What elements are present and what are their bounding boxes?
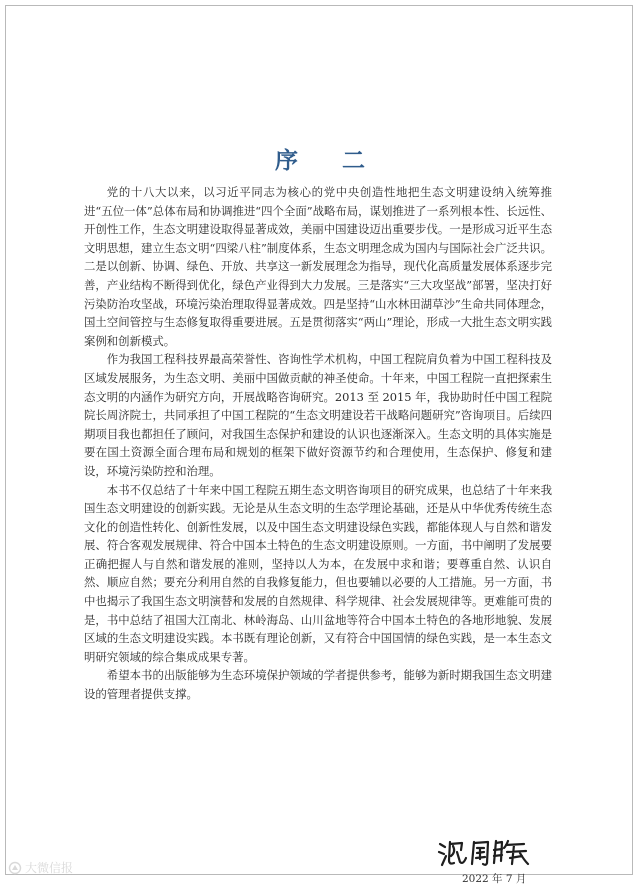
paragraph: 作为我国工程科技界最高荣誉性、咨询性学术机构，中国工程院肩负着为中国工程科技及区域发展服务，为生态文明、美丽中国做贡献的神圣使命。十年来，中国工程院一直把探索生态文明的内涵作为研究方向，开展战略咨询研究。2013 至 2015 年，我协助时任中国工程院院长周济院士，共同承担了中国工程院的“生态文明建设若干战略问题研究”咨询项目。后续四期项目我也都担任了顾问，对我国生态保护和建设的认识也逐渐深入。生态文明的具体实施是要在国土资源全面合理布局和规划的框架下做好资源节约和合理使用，生态保护、修复和建设，环境污染防控和治理。	[84, 352, 552, 478]
date: 2022 年 7 月	[462, 873, 527, 885]
paragraph: 希望本书的出版能够为生态环境保护领域的学者提供参考，能够为新时期我国生态文明建设的管理者提供支撑。	[84, 668, 552, 702]
page-title	[0, 142, 640, 175]
handwritten-signature	[436, 836, 532, 868]
paragraph: 本书不仅总结了十年来中国工程院五期生态文明咨询项目的研究成果，也总结了十年来我国生态文明建设的创新实践。无论是从生态文明的生态学理论基础，还是从中华优秀传统生态文化的创造性转化、创新性发展，以及中国生态文明建设绿色实践，都能体现人与自然和谐发展、符合客观发展规律、符合中国本土特色的生态文明建设原则。一方面，书中阐明了发展要正确把握人与自然和谐发展的准则，坚持以人为本，在发展中求和谐；要尊重自然、认识自然、顺应自然；要充分利用自然的自我修复能力，但也要辅以必要的人工措施。另一方面，书中也揭示了我国生态文明演替和发展的自然规律、科学规律、社会发展规律等。更难能可贵的是，书中总结了祖国大江南北、林岭海岛、山川盆地等符合中国本土特色的各地形地貌、发展区域的生态文明建设实践。本书既有理论创新，又有符合中国国情的绿色实践，是一本生态文明研究领域的综合集成成果专著。	[84, 482, 552, 664]
preface-body	[84, 183, 552, 704]
watermark-text: 大微信报	[25, 861, 74, 875]
title-char-left: 序	[275, 148, 298, 174]
watermark	[8, 859, 73, 876]
title-char-right: 二	[342, 148, 365, 174]
paragraph: 党的十八大以来，以习近平同志为核心的党中央创造性地把生态文明建设纳入统筹推进“五位一体”总体布局和协调推进“四个全面”战略布局，谋划推进了一系列根本性、长远性、开创性工作，生态文明建设取得显著成效，美丽中国建设迈出重要步伐。一是形成习近平生态文明思想，建立生态文明“四梁八柱”制度体系，生态文明理念成为国内与国际社会广泛共识。二是以创新、协调、绿色、开放、共享这一新发展理念为指导，现代化高质量发展体系逐步完善，产业结构不断得到优化，绿色产业得到大力发展。三是落实“三大攻坚战”部署，坚决打好污染防治攻坚战，环境污染治理取得显著成效。四是坚持“山水林田湖草沙”生命共同体理念，国土空间管控与生态修复取得重要进展。五是贯彻落实“两山”理论，形成一大批生态文明实践案例和创新模式。	[84, 185, 552, 348]
watermark-logo-icon	[8, 861, 22, 875]
